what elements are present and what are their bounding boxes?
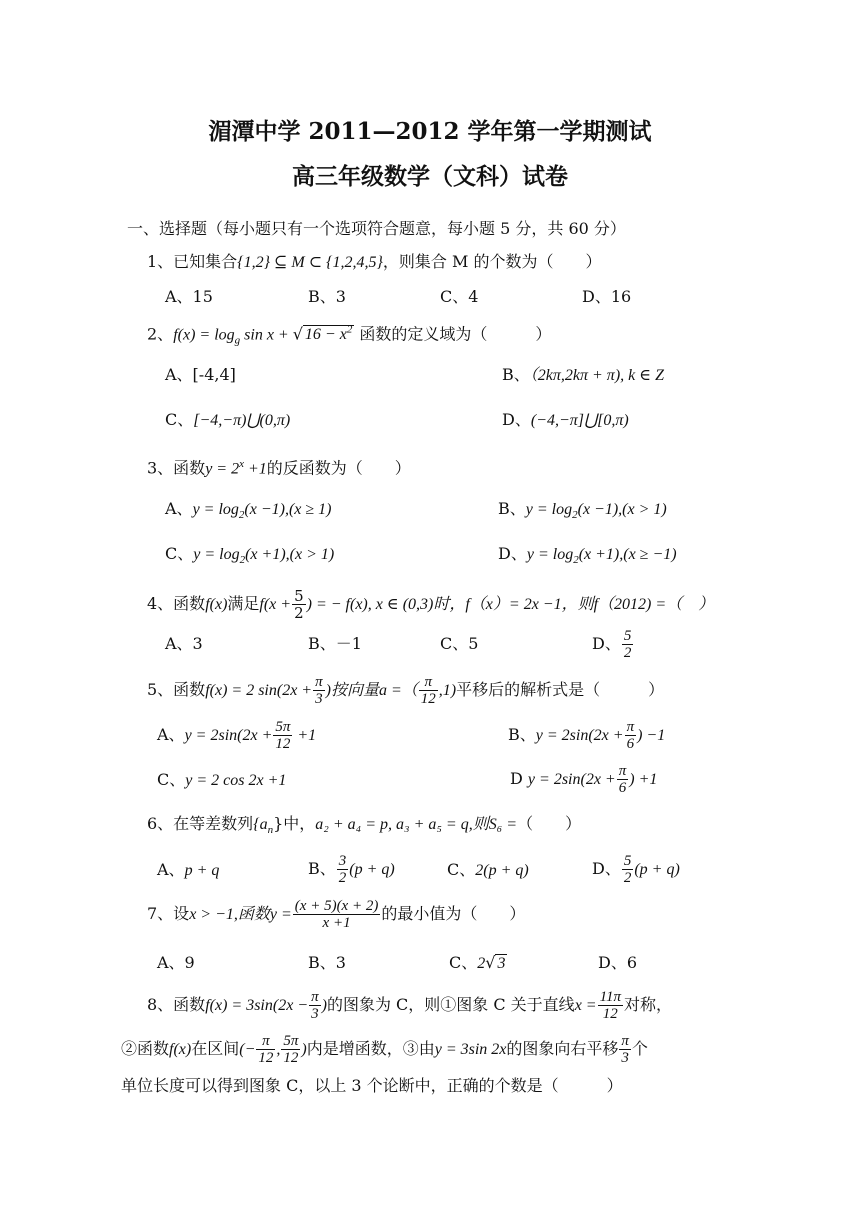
q8-line2-math-4: )	[301, 1041, 307, 1058]
q5-option-d-label: D	[510, 769, 528, 788]
q5-option-a-fraction	[273, 719, 292, 752]
q5-math-1: f(x) = 2 sin(2x +	[205, 682, 313, 699]
q6-option-d-fraction	[622, 853, 634, 886]
q1-stem-text-b: ，则集合 M 的个数为（ ）	[382, 252, 602, 271]
q5-option-d-math-b: ) +1	[629, 771, 658, 788]
q4-frac-num: 5	[294, 587, 304, 605]
q5-f1-num: π	[315, 674, 323, 690]
q7-frac-num: (x + 5)(x + 2)	[294, 898, 379, 914]
q5-option-b	[508, 717, 665, 754]
q6-option-b-num: 3	[338, 853, 347, 869]
q6-option-d-label: D、	[592, 859, 621, 878]
q1-stem-text-a: 1、已知集合	[147, 252, 238, 271]
q4-stem-text-b: 满足	[227, 594, 260, 613]
q5-stem-text-b: 平移后的解析式是（ ）	[456, 680, 665, 699]
q2-option-c	[165, 410, 290, 431]
q2-option-c-label: C、	[165, 410, 194, 429]
q8-stem-text-c: 对称，	[624, 995, 673, 1014]
q5-option-d-num: π	[618, 763, 627, 779]
q8-line2-math-1: f(x)	[169, 1041, 192, 1058]
q7-stem-text-a: 7、设	[147, 904, 190, 923]
q1-option-c: C、4	[440, 287, 479, 306]
q8-f1-den: 3	[311, 1006, 319, 1022]
q6-math-1-sub: n	[267, 824, 274, 837]
q4-option-c: C、5	[440, 634, 479, 653]
q4-option-b: B、－1	[308, 634, 362, 653]
q3-option-a-sub: 2	[238, 509, 245, 522]
q1-option-a: A、15	[165, 287, 213, 306]
q6-option-c-math: 2(p + q)	[475, 862, 529, 879]
q6-option-b-label: B、	[308, 859, 336, 878]
q1-option-d: D、16	[582, 287, 632, 306]
q3-option-b-math: y = log	[525, 501, 573, 518]
question-3-stem	[147, 454, 411, 479]
q6-stem-text-a: 6、在等差数列	[147, 814, 254, 833]
q6-option-d-num: 5	[623, 853, 632, 869]
question-7-stem	[147, 896, 525, 933]
q8-line2-text-d: 的图象向右平移	[506, 1039, 619, 1058]
q6-stem-text-b: （ ）	[517, 814, 582, 833]
q5-option-d-math-a: y = 2sin(2x +	[527, 771, 616, 788]
q8-f2-den: 12	[602, 1006, 618, 1022]
q8-f2-num: 11π	[599, 989, 621, 1005]
q5-fraction-2	[419, 674, 438, 707]
q4-option-d-fraction	[622, 628, 634, 661]
q5-stem-text-a: 5、函数	[147, 680, 206, 699]
q8-fraction-1	[309, 989, 321, 1022]
q4-stem-text-a: 4、函数	[147, 594, 206, 613]
q6-option-c-label: C、	[447, 860, 476, 879]
question-8-line-3: 单位长度可以得到图象 C，以上 3 个论断中，正确的个数是（ ）	[121, 1076, 623, 1095]
q6-option-d-den: 2	[623, 870, 632, 886]
q8-f4-den: 12	[283, 1050, 299, 1066]
q7-stem-text-b: 的最小值为（ ）	[381, 904, 526, 923]
question-4-stem	[147, 586, 714, 623]
q2-option-a: A、[-4,4]	[165, 365, 236, 384]
q6-option-b-den: 2	[338, 870, 347, 886]
q5-option-b-math-a: y = 2sin(2x +	[535, 727, 624, 744]
q3-option-b-tail: (x −1),(x > 1)	[577, 501, 667, 518]
q5-option-a-label: A、	[157, 725, 185, 744]
q8-stem-text-a: 8、函数	[147, 995, 206, 1014]
q6-math-2: a₂ + a₄ = p, a₃ + a₅ = q,则S₆ =	[315, 816, 518, 833]
q2-option-d-label: D、	[502, 410, 531, 429]
q8-line2-math-5: y = 3sin 2x	[434, 1041, 507, 1058]
q5-f2-den: 12	[420, 691, 436, 707]
q7-option-a: A、9	[157, 953, 195, 972]
q5-option-a	[157, 717, 316, 754]
q8-f5-den: 3	[621, 1050, 629, 1066]
q5-option-d-den: 6	[618, 780, 627, 796]
q5-option-c	[157, 770, 286, 791]
exam-title-line2: 高三年级数学（文科）试卷	[292, 163, 568, 190]
q3-option-d	[498, 544, 677, 570]
q3-option-d-tail: (x +1),(x ≥ −1)	[578, 546, 677, 563]
q2-sqrt-inner: 16 − x	[304, 326, 347, 344]
question-2-stem	[147, 320, 551, 351]
q5-option-c-label: C、	[157, 770, 186, 789]
question-5-stem	[147, 672, 664, 709]
q8-f3-num: π	[256, 1033, 275, 1050]
q5-option-b-num: π	[626, 719, 635, 735]
q6-option-a-label: A、	[157, 860, 185, 879]
q2-option-d-math: (−4,−π]⋃[0,π)	[530, 412, 629, 429]
q8-math-1-b: )	[321, 997, 327, 1014]
q2-math-b: sin x +	[240, 326, 293, 344]
q5-math-3: ,1)	[438, 682, 457, 699]
q2-option-c-math: [−4,−π)⋃(0,π)	[193, 412, 291, 429]
q8-f5-num: π	[621, 1033, 629, 1049]
q2-option-b-label: B、	[502, 365, 530, 384]
q5-option-a-math-b: +1	[293, 727, 317, 744]
q3-option-a	[165, 499, 332, 525]
q5-option-a-den: 12	[275, 736, 291, 752]
q8-fraction-3	[256, 1033, 275, 1066]
q8-math-1: f(x) = 3sin(2x −	[205, 997, 309, 1014]
q3-option-c-label: C、	[165, 544, 194, 563]
q5-f1-den: 3	[315, 691, 323, 707]
q8-fraction-4	[281, 1033, 300, 1066]
q5-math-2: )按向量a =（	[325, 682, 418, 699]
q5-option-a-num: 5π	[275, 719, 291, 735]
q3-stem-math: y = 2	[205, 460, 240, 478]
q3-stem-text-a: 3、函数	[147, 458, 206, 478]
q6-option-b-fraction	[337, 853, 349, 886]
q7-frac-den: x +1	[322, 915, 351, 931]
q3-option-b-sub: 2	[572, 509, 578, 522]
q8-math-2: x =	[574, 997, 597, 1014]
q3-stem-math2: +1	[243, 460, 267, 478]
question-1-stem	[147, 252, 601, 273]
q7-option-c-label: C、	[449, 953, 478, 972]
q3-option-c-math: y = log	[193, 546, 240, 563]
q8-line2-text-c: 内是增函数，③由	[306, 1039, 435, 1058]
q4-math-3: ) = − f(x), x ∈ (0,3)时，f（x）= 2x −1，则f（2012) =（ ）	[306, 596, 715, 613]
q4-option-d	[592, 626, 634, 662]
sqrt-sign-icon: √	[485, 953, 496, 972]
q7-option-d: D、6	[598, 953, 638, 972]
q6-option-d-math: (p + q)	[634, 861, 680, 878]
q5-option-c-math: y = 2 cos 2x +1	[185, 772, 287, 789]
q6-option-b	[308, 851, 395, 888]
q6-option-b-math: (p + q)	[349, 861, 395, 878]
q5-option-b-den: 6	[626, 736, 635, 752]
sqrt-sign-icon: √	[292, 324, 303, 344]
q6-option-a-math: p + q	[184, 862, 220, 879]
q2-option-d	[502, 410, 629, 431]
question-8-line-2	[121, 1031, 648, 1068]
q4-math-1: f(x)	[205, 596, 228, 613]
exam-title-line1: 湄潭中学 2011—2012 学年第一学期测试	[208, 118, 652, 145]
q5-option-b-fraction	[625, 719, 637, 752]
q5-option-b-math-b: ) −1	[637, 727, 666, 744]
q1-stem-math: {1,2} ⊆ M ⊂ {1,2,4,5}	[237, 254, 383, 271]
q8-line2-math-3: ,	[276, 1041, 281, 1058]
q2-stem-text: 函数的定义域为（ ）	[354, 324, 552, 344]
q6-math-1-b: }中，	[273, 814, 316, 833]
q4-math-2: f(x +	[259, 596, 292, 613]
q6-option-d	[592, 851, 680, 888]
q3-option-b-label: B、	[498, 499, 526, 518]
q7-math-1: x > −1,函数y =	[189, 906, 292, 923]
q3-option-d-sub: 2	[573, 554, 579, 567]
q2-sqrt-body: $16 - x^2$	[304, 324, 353, 344]
q8-f3-den: 12	[258, 1050, 274, 1066]
q6-option-a	[157, 860, 219, 881]
q2-math-sub: g	[234, 334, 241, 347]
q8-stem-text-b: 的图象为 C，则①图象 C 关于直线	[326, 995, 575, 1014]
q3-option-b	[498, 499, 667, 525]
q7-option-c-coef: 2	[477, 955, 486, 972]
q8-line2-math-2: (−	[239, 1041, 256, 1058]
question-8-line-1	[147, 987, 672, 1024]
q5-option-b-label: B、	[508, 725, 536, 744]
q4-option-d-den: 2	[623, 645, 632, 661]
q5-f2-num: π	[419, 674, 438, 691]
q5-fraction-1	[313, 674, 325, 707]
q4-option-d-num: 5	[623, 628, 632, 644]
q7-option-b: B、3	[308, 953, 346, 972]
q6-option-c	[447, 860, 529, 881]
q8-line2-text-a: ②函数	[121, 1039, 170, 1058]
q3-stem-text-b: 的反函数为（ ）	[266, 458, 411, 478]
q6-math-1: {a	[253, 816, 268, 833]
q4-option-d-label: D、	[592, 634, 621, 653]
section-heading: 一、选择题（每小题只有一个选项符合题意，每小题 5 分，共 60 分）	[127, 219, 626, 238]
q2-math-a: f(x) = log	[173, 326, 235, 344]
q3-option-a-math: y = log	[192, 501, 239, 518]
q3-option-c	[165, 544, 334, 570]
q3-option-d-math: y = log	[526, 546, 574, 563]
question-6-stem	[147, 814, 581, 840]
q2-number: 2、	[147, 324, 174, 344]
q7-option-c	[449, 953, 507, 974]
q2-option-b-math: （2kπ,2kπ + π), k ∈ Z	[529, 367, 664, 384]
q1-option-b: B、3	[308, 287, 346, 306]
q3-option-d-label: D、	[498, 544, 527, 563]
q5-option-d	[510, 761, 657, 798]
q7-fraction	[293, 898, 381, 931]
q4-option-a: A、3	[165, 634, 203, 653]
q3-option-a-tail: (x −1),(x ≥ 1)	[244, 501, 332, 518]
q8-f1-num: π	[311, 989, 319, 1005]
q5-option-a-math-a: y = 2sin(2x +	[184, 727, 273, 744]
q3-stem-sup: x	[239, 458, 244, 470]
q8-fraction-2	[598, 989, 623, 1022]
q2-option-b	[502, 365, 664, 386]
q3-option-a-label: A、	[165, 499, 193, 518]
q8-fraction-5	[619, 1033, 631, 1066]
q7-option-c-radicand: 3	[497, 955, 506, 972]
q4-frac-den: 2	[294, 604, 304, 622]
q3-option-c-sub: 2	[239, 554, 246, 567]
q8-line2-text-e: 个	[631, 1039, 648, 1058]
q8-line2-text-b: 在区间	[191, 1039, 240, 1058]
q3-option-c-tail: (x +1),(x > 1)	[245, 546, 335, 563]
q5-option-d-fraction	[617, 763, 629, 796]
q8-f4-num: 5π	[283, 1033, 299, 1049]
q4-fraction	[292, 588, 306, 621]
